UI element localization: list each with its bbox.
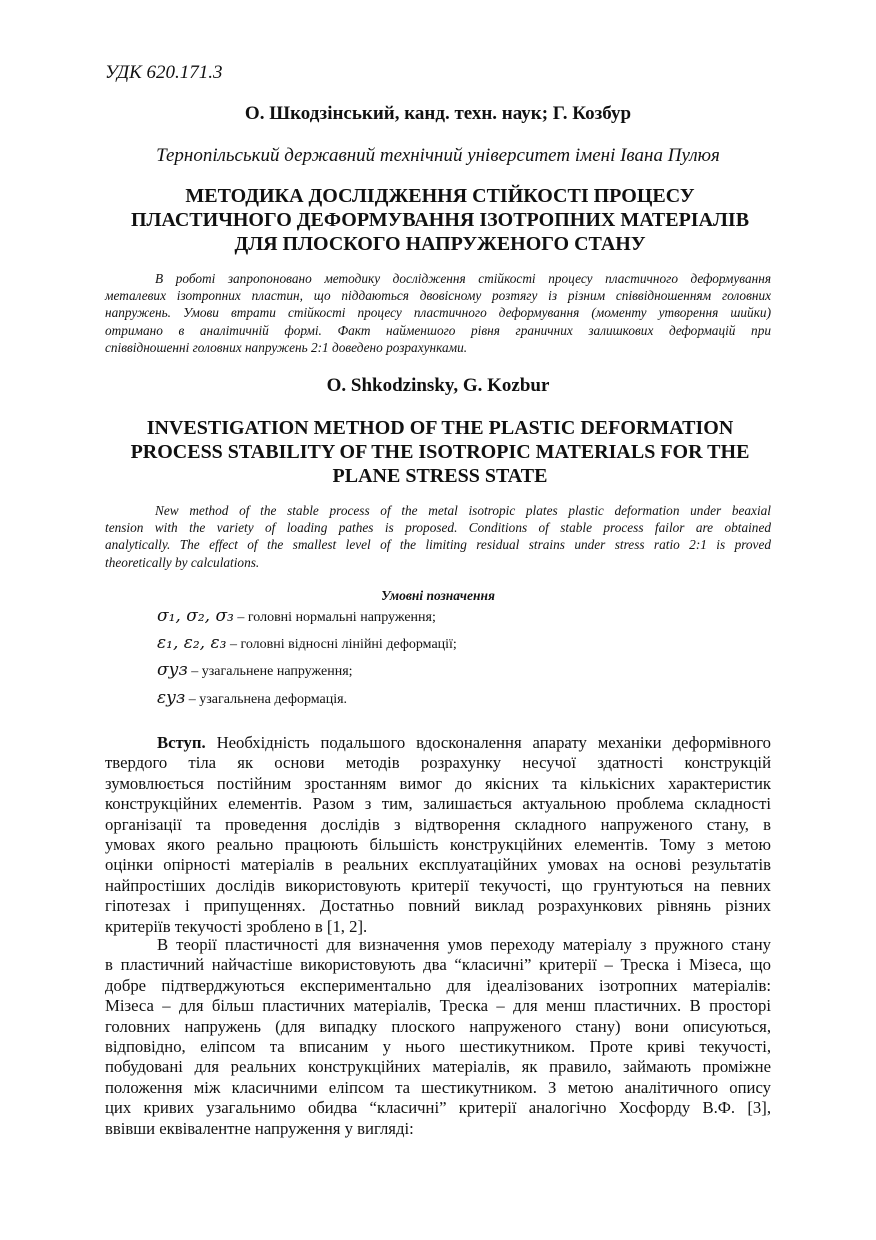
abstract-line: New method of the stable process of the metal isotropic plates plastic deformation under beaxial xyxy=(155,503,771,518)
paragraph-line: критеріїв текучості зроблено в [1, 2]. xyxy=(105,916,368,936)
paragraph-line: гіпотезах і припущеннях. Достатньо повний виклад розрахункових рівнянь різних xyxy=(105,896,771,916)
nomenclature-symbol: ε₁, ε₂, ε₃ xyxy=(157,633,227,653)
abstract-line: tension with the variety of loading pathes is proposed. Conditions of stable process failor are obtained xyxy=(105,520,771,536)
abstract-line: напружень. Умови втрати стійкості процесу пластичного деформування (моменту утворення шийки) xyxy=(105,305,771,321)
abstract-line: металевих ізотропних пластин, що піддаються двовісному розтягу із різним співвідношенням головних xyxy=(105,288,771,304)
paragraph-line: конструкційних елементів. Разом з тим, залишається актуальною проблема складності xyxy=(105,794,771,814)
nomenclature-symbol: εуз xyxy=(157,688,186,708)
nomenclature-text: – узагальнене напруження; xyxy=(187,664,353,679)
paragraph-line: умовах якого реально працюють більшість конструкційних елементів. Тому з метою xyxy=(105,835,771,855)
abstract-ukrainian xyxy=(105,270,771,356)
abstract-line: отримано в аналітичній формі. Факт найменшого рівня граничних залишкових деформацій при xyxy=(105,322,771,338)
nomenclature-heading: Умовні позначення xyxy=(381,588,495,603)
nomenclature-text: – головні нормальні напруження; xyxy=(233,610,436,625)
paragraph-line: положення між класичними еліпсом та шестикутником. З метою аналітичного опису xyxy=(105,1077,771,1097)
nomenclature-symbol: σуз xyxy=(157,660,188,680)
abstract-line: В роботі запропоновано методику дослідження стійкості процесу пластичного деформування xyxy=(155,271,771,286)
abstract-line: співвідношенні головних напружень 2:1 доведено розрахунками. xyxy=(105,339,468,355)
intro-lead: Вступ. xyxy=(157,733,206,752)
paragraph-line: оцінки опірності матеріалів в реальних експлуатаційних умовах на основі результатів xyxy=(105,855,771,875)
abstract-english xyxy=(105,502,771,571)
paragraph-line: в пластичний найчастіше використовують два “класичні” критерії – Треска і Мізеса, що xyxy=(105,955,771,975)
paragraph-line: відповідно, еліпсом та вписаним у нього шестикутником. Проте криві текучості, xyxy=(105,1037,771,1057)
nomenclature-item xyxy=(157,688,347,708)
title-en-line: INVESTIGATION METHOD OF THE PLASTIC DEFORMATION xyxy=(146,417,734,439)
paragraph-line: В теорії пластичності для визначення умов переходу матеріалу з пружного стану xyxy=(157,935,771,954)
paragraph-line: твердого тіла як основи методів розрахунку несучої здатності конструкцій xyxy=(105,753,771,773)
nomenclature-item xyxy=(157,633,457,653)
affiliation: Тернопільський державний технічний університет імені Івана Пулюя xyxy=(156,145,720,166)
title-en-line: PROCESS STABILITY OF THE ISOTROPIC MATERIALS FOR THE xyxy=(130,441,750,463)
nomenclature-symbol: σ₁, σ₂, σ₃ xyxy=(157,606,234,626)
paragraph-line: найпростіших дослідів використовують критерії текучості, що грунтуються на певних xyxy=(105,875,771,895)
nomenclature-text: – головні відносні лінійні деформації; xyxy=(226,637,457,652)
title-ua-line: ПЛАСТИЧНОГО ДЕФОРМУВАННЯ ІЗОТРОПНИХ МАТЕРІАЛІВ xyxy=(130,209,750,231)
paragraph-line: ввівши еквівалентне напруження у вигляді: xyxy=(105,1118,414,1138)
nomenclature-item xyxy=(157,606,436,626)
title-english xyxy=(90,416,790,488)
paragraph-line: цих кривих узагальнимо обидва “класичні” критерії аналогічно Хосфорду В.Ф. [3], xyxy=(105,1098,771,1118)
nomenclature-text: – узагальнена деформація. xyxy=(185,692,348,707)
paragraph-line: Мізеса – для більш пластичних матеріалів, Треска – для менш пластичних. В просторі xyxy=(105,996,771,1016)
paragraph-line: головних напружень (для випадку плоского напруженого стану) вони описуються, xyxy=(105,1016,771,1036)
paragraph-line: зумовлюється постійним зростанням вимог до якісних та кількісних характеристик xyxy=(105,773,771,793)
title-ukrainian xyxy=(90,184,790,256)
title-ua-line: ДЛЯ ПЛОСКОГО НАПРУЖЕНОГО СТАНУ xyxy=(234,233,646,255)
title-en-line: PLANE STRESS STATE xyxy=(332,465,548,487)
abstract-line: theoretically by calculations. xyxy=(105,554,260,570)
theory-paragraph xyxy=(105,935,771,1139)
nomenclature-item xyxy=(157,660,353,680)
paragraph-line xyxy=(105,733,771,753)
title-ua-line: МЕТОДИКА ДОСЛІДЖЕННЯ СТІЙКОСТІ ПРОЦЕСУ xyxy=(185,185,695,207)
authors-english: O. Shkodzinsky, G. Kozbur xyxy=(326,375,550,396)
udk-code: УДК 620.171.3 xyxy=(105,62,223,83)
paragraph-line: побудовані для реальних конструкційних матеріалів, як правило, займають проміжне xyxy=(105,1057,771,1077)
paragraph-line-text: Необхідність подальшого вдосконалення апарату механіки деформівного xyxy=(205,733,771,752)
authors-ukrainian: О. Шкодзінський, канд. техн. наук; Г. Козбур xyxy=(244,103,632,124)
intro-paragraph xyxy=(105,733,771,937)
abstract-line: analytically. The effect of the smallest level of the limiting residual strains under stress ratio 2:1 is proved xyxy=(105,537,771,553)
paragraph-line: добре підтверджуються експериментально для ідеалізованих ізотропних матеріалів: xyxy=(105,975,771,995)
paragraph-line: організації та проведення дослідів з відтворення складного напруженого стану, в xyxy=(105,814,771,834)
